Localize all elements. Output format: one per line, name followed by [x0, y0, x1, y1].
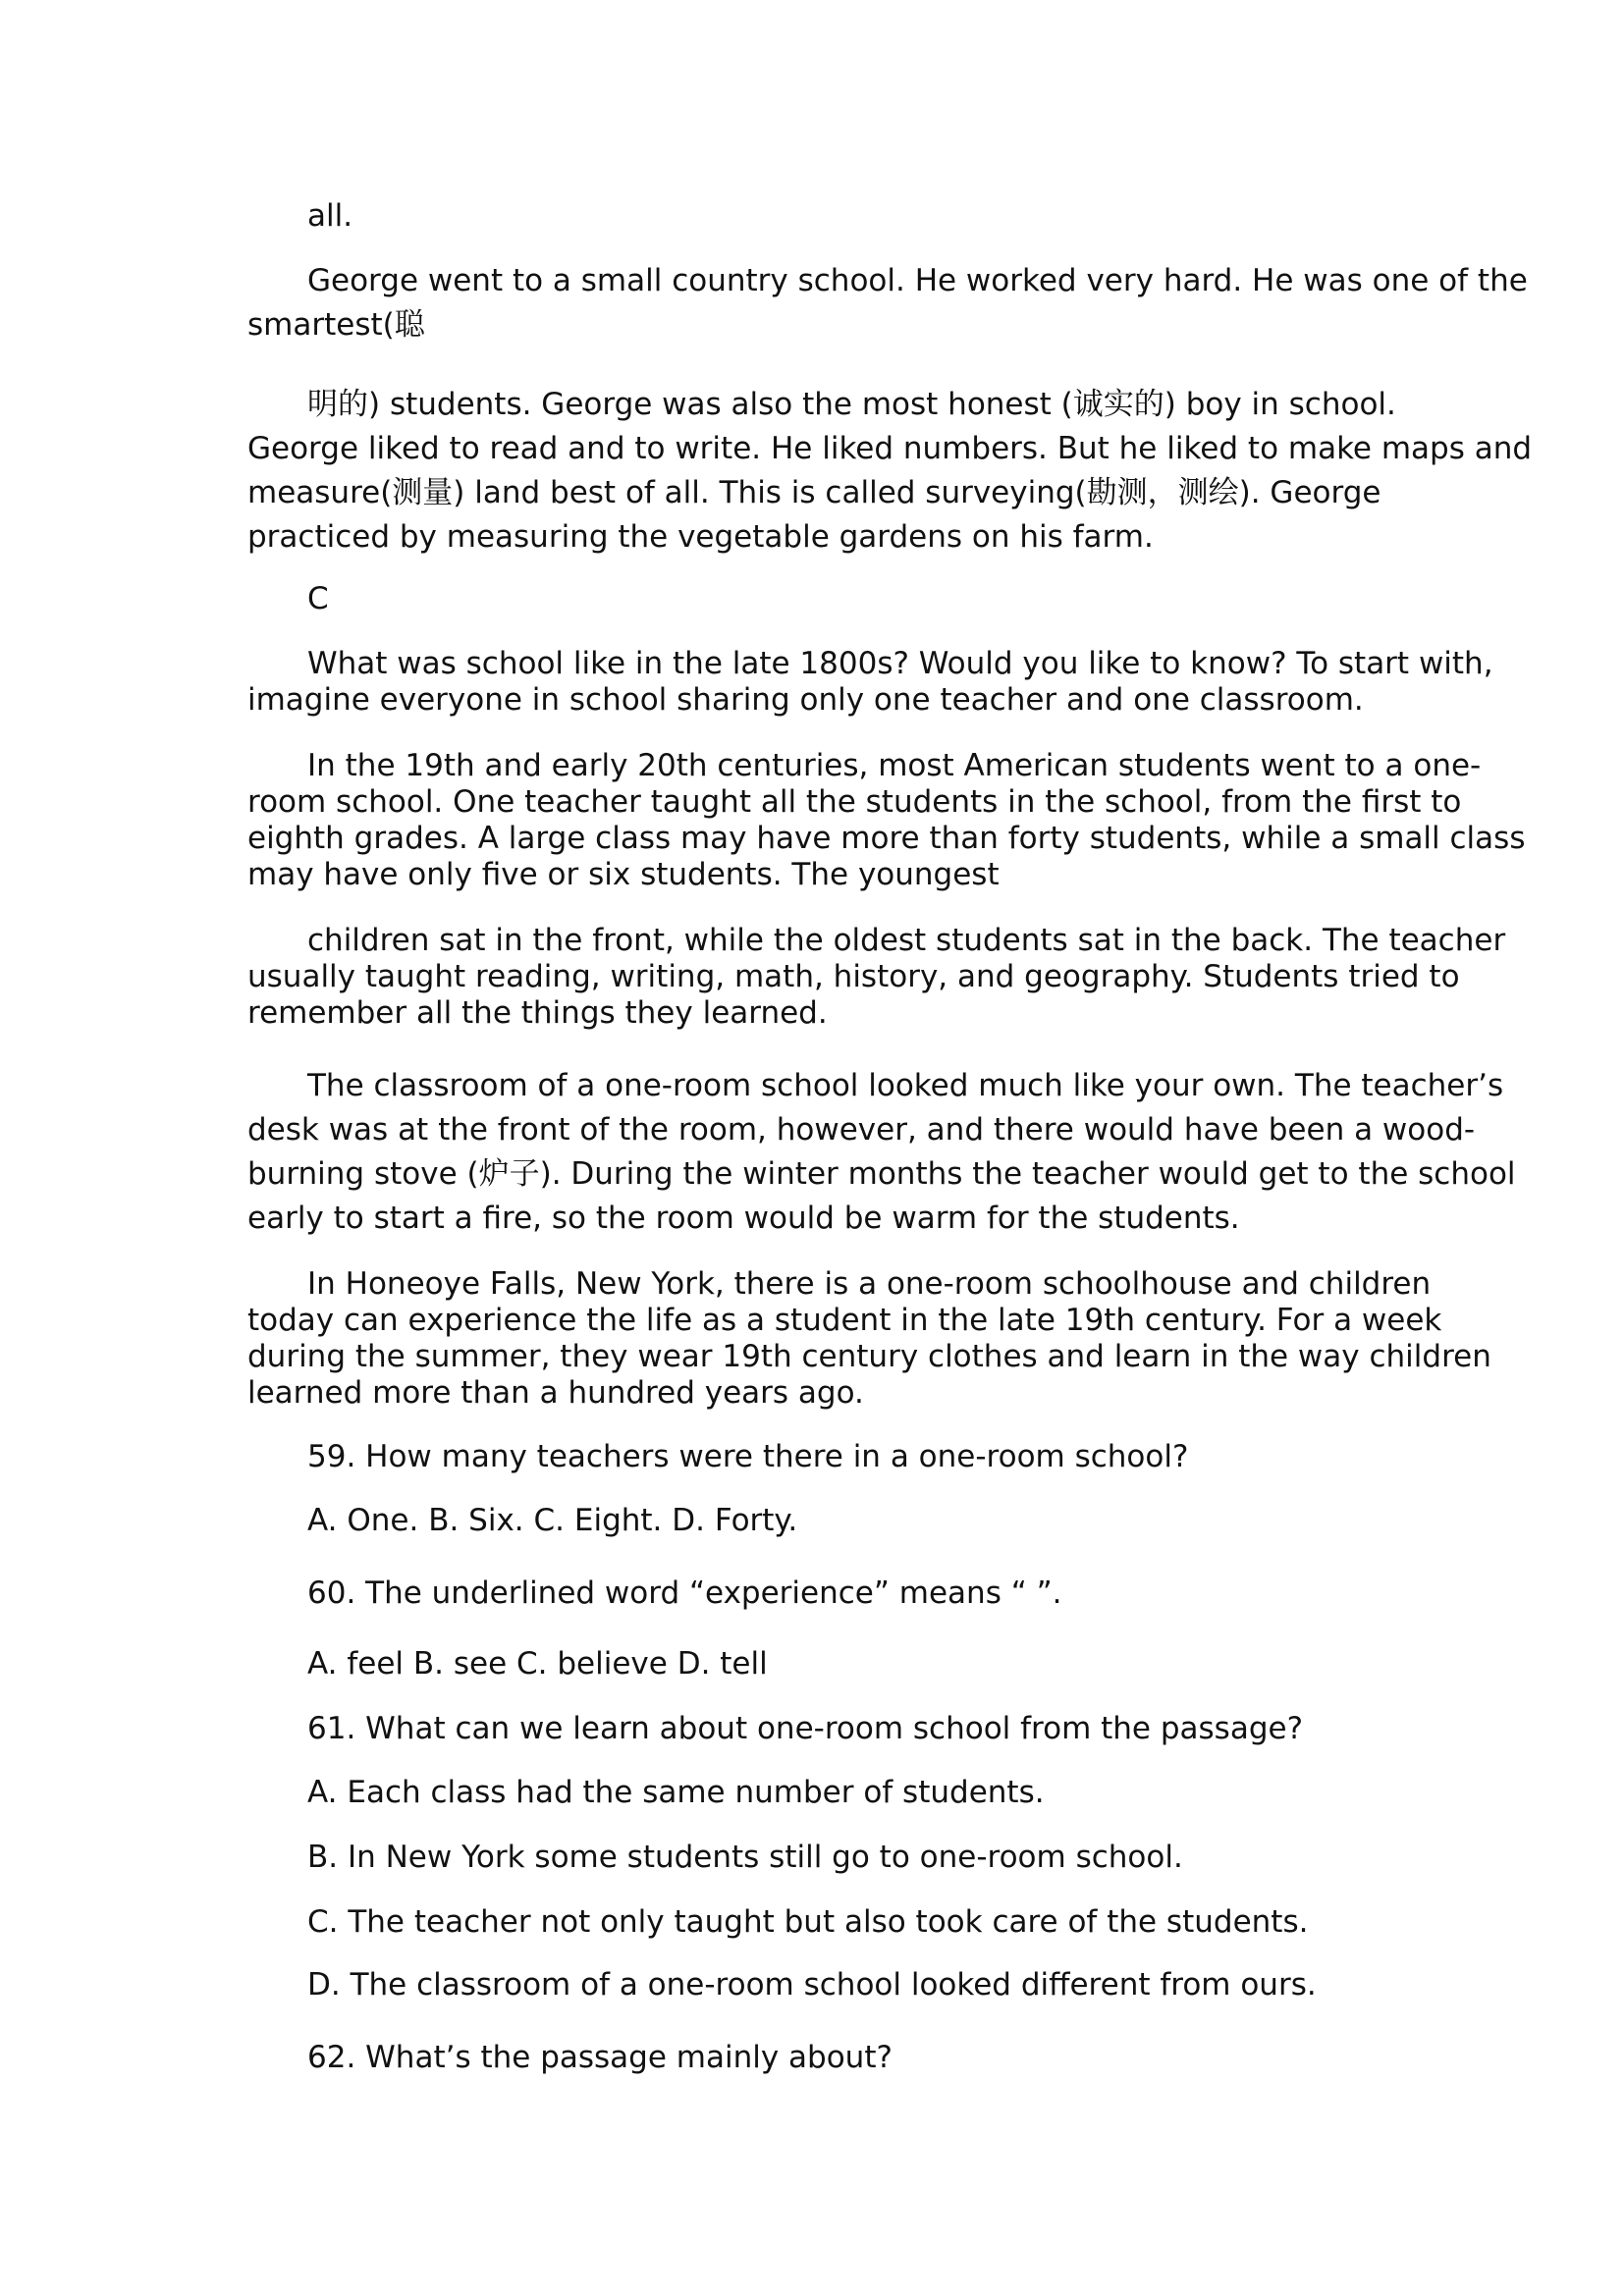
text-line: measure(测量) land best of all. This is called surveying(勘测，测绘). George [247, 475, 1381, 510]
question-61-option-a [247, 1775, 1386, 1811]
text-line: C [307, 581, 329, 616]
text-line: practiced by measuring the vegetable gardens on his farm. [247, 519, 1154, 555]
question-60 [247, 1575, 1386, 1612]
paragraph-george-honest [247, 383, 1533, 560]
text-line: room school. One teacher taught all the students in the school, from the first to [247, 784, 1462, 820]
question-59-options [247, 1503, 1386, 1539]
text-line: 60. The underlined word “experience” means “ ”. [307, 1575, 1062, 1611]
text-line: during the summer, they wear 19th century clothes and learn in the way children [247, 1339, 1491, 1374]
section-heading-c [247, 581, 1386, 617]
text-line: A. Each class had the same number of students. [307, 1775, 1045, 1810]
paragraph-george-school [247, 259, 1528, 347]
question-61-option-d [247, 1967, 1386, 2003]
text-line: What was school like in the late 1800s? Would you like to know? To start with, [307, 646, 1493, 681]
text-line: 61. What can we learn about one-room school from the passage? [307, 1711, 1304, 1746]
text-line: desk was at the front of the room, however, and there would have been a wood- [247, 1112, 1476, 1148]
text-line: remember all the things they learned. [247, 995, 828, 1031]
paragraph-continuation [247, 198, 1386, 235]
question-61-option-c [247, 1904, 1386, 1941]
question-62 [247, 2040, 1386, 2076]
text-line: In Honeoye Falls, New York, there is a one-room schoolhouse and children [307, 1266, 1432, 1302]
question-60-options [247, 1646, 1386, 1682]
question-61 [247, 1711, 1386, 1747]
text-line: burning stove (炉子). During the winter months the teacher would get to the school [247, 1156, 1516, 1192]
paragraph-school-1800s [247, 646, 1493, 719]
text-line: George liked to read and to write. He liked numbers. But he liked to make maps and [247, 431, 1533, 466]
text-line: C. The teacher not only taught but also took care of the students. [307, 1904, 1309, 1940]
paragraph-19th-century [247, 748, 1526, 893]
text-line: B. In New York some students still go to one-room school. [307, 1840, 1183, 1875]
text-line: In the 19th and early 20th centuries, most American students went to a one- [307, 748, 1482, 783]
text-line: George went to a small country school. He worked very hard. He was one of the [307, 263, 1528, 298]
paragraph-honeoye-falls [247, 1266, 1491, 1412]
text-line: imagine everyone in school sharing only one teacher and one classroom. [247, 682, 1364, 718]
text-line: early to start a fire, so the room would be warm for the students. [247, 1201, 1240, 1236]
text-line: 62. What’s the passage mainly about? [307, 2040, 893, 2075]
text-line: 明的) students. George was also the most honest (诚实的) boy in school. [307, 387, 1396, 422]
text-line: D. The classroom of a one-room school looked different from ours. [307, 1967, 1317, 2002]
text-line: all. [307, 198, 353, 234]
text-line: A. feel B. see C. believe D. tell [307, 1646, 768, 1682]
text-line: smartest(聪 [247, 307, 425, 343]
text-line: eighth grades. A large class may have more than forty students, while a small class [247, 821, 1526, 856]
text-line: The classroom of a one-room school looked much like your own. The teacher’s [307, 1068, 1504, 1103]
question-61-option-b [247, 1840, 1386, 1876]
paragraph-children-seating [247, 923, 1506, 1032]
text-line: today can experience the life as a student in the late 19th century. For a week [247, 1303, 1442, 1338]
text-line: learned more than a hundred years ago. [247, 1375, 864, 1411]
text-line: A. One. B. Six. C. Eight. D. Forty. [307, 1503, 798, 1538]
text-line: children sat in the front, while the oldest students sat in the back. The teacher [307, 923, 1506, 958]
text-line: usually taught reading, writing, math, history, and geography. Students tried to [247, 959, 1460, 994]
paragraph-classroom [247, 1064, 1516, 1241]
text-line: 59. How many teachers were there in a one-room school? [307, 1439, 1189, 1474]
question-59 [247, 1439, 1386, 1475]
text-line: may have only five or six students. The youngest [247, 857, 1000, 892]
